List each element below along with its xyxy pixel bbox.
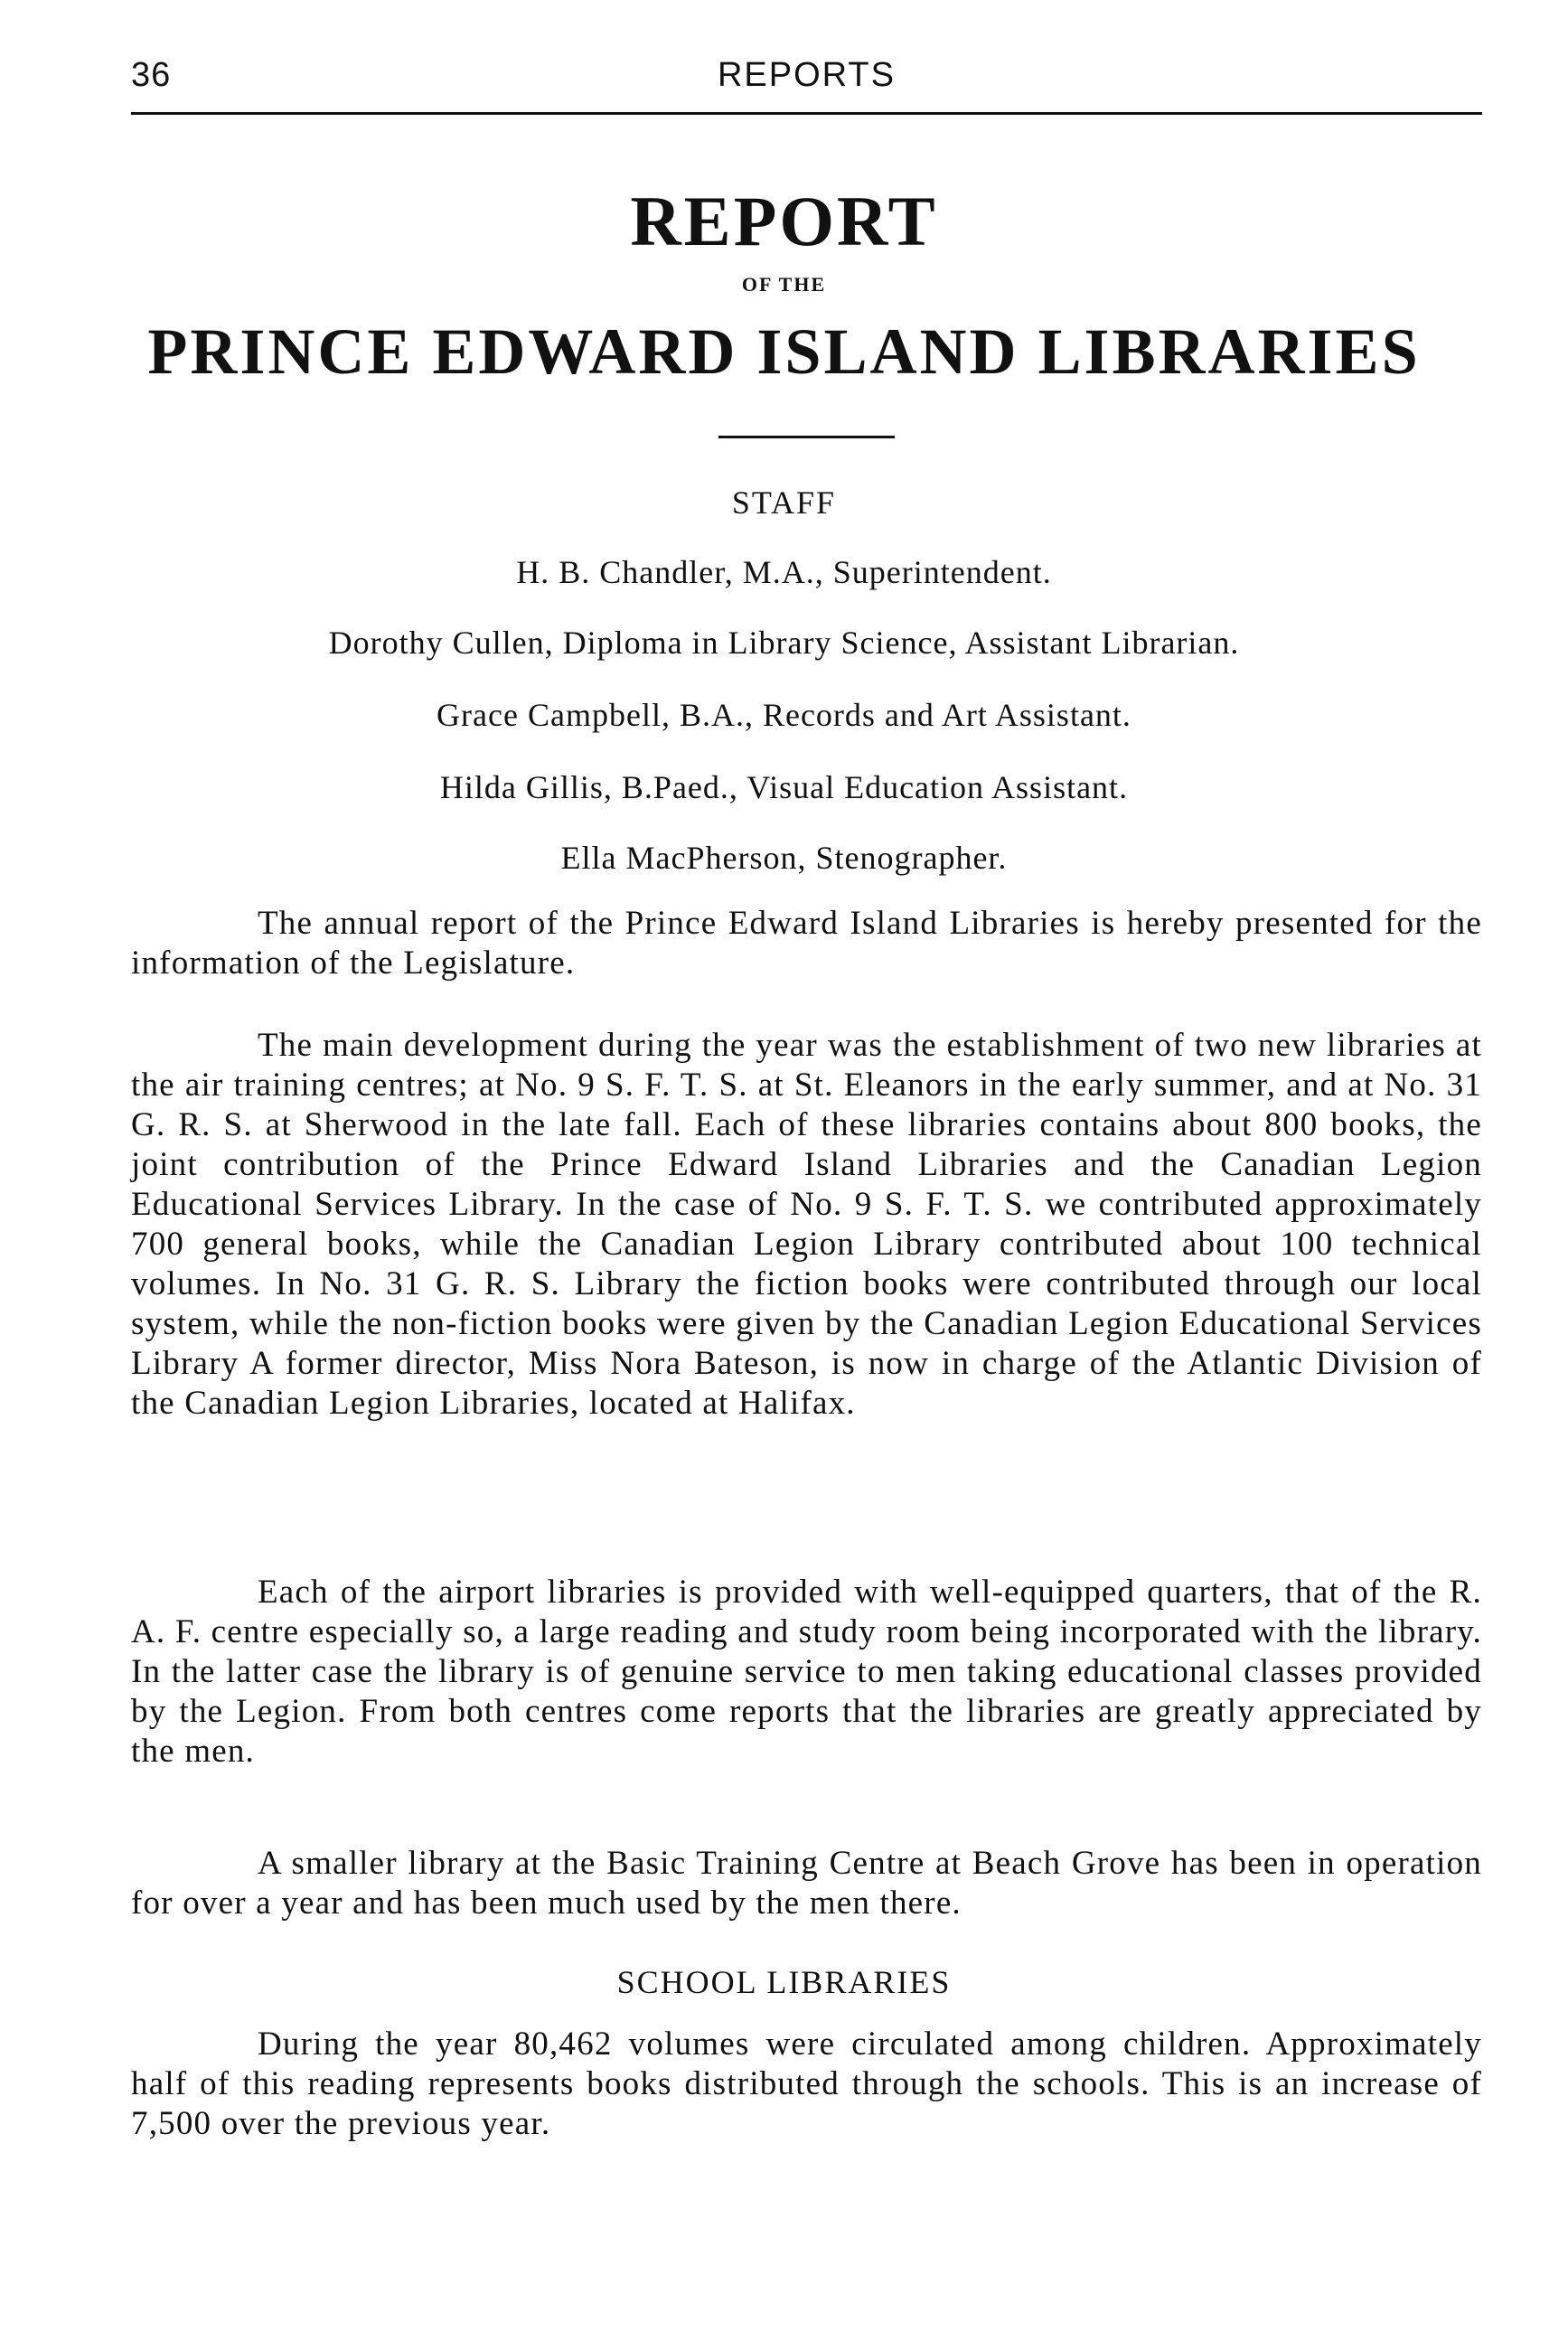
staff-member: Grace Campbell, B.A., Records and Art Assistant. (437, 697, 1131, 733)
staff-heading: STAFF (731, 484, 837, 521)
running-header (131, 56, 1482, 110)
staff-member: Ella MacPherson, Stenographer. (560, 840, 1008, 876)
school-libraries-heading: SCHOOL LIBRARIES (616, 1964, 952, 2000)
intro-paragraph: The annual report of the Prince Edward Island Libraries is hereby presented for the information of the Legislature. (131, 905, 1482, 982)
title-divider (718, 436, 895, 438)
school-libraries-paragraph: During the year 80,462 volumes were circulated among children. Approximately half of this reading represents books distributed through the schools. This is an increase of 7,500 over the previous year. (131, 2026, 1482, 2142)
report-subtitle: PRINCE EDWARD ISLAND LIBRARIES (147, 315, 1421, 388)
report-title: REPORT (630, 182, 938, 260)
staff-member: Dorothy Cullen, Diploma in Library Science, Assistant Librarian. (328, 625, 1240, 661)
page-number: 36 (131, 56, 172, 94)
staff-member: Hilda Gillis, B.Paed., Visual Education Assistant. (439, 769, 1129, 805)
development-paragraph: The main development during the year was the establishment of two new libraries at the air training centres; at No. 9 S. F. T. S. at St. Eleanors in the early summer, and at No. 31 G. R. S. at Sherwood in the late fall. Each of these libraries contains about 800 books, the joint contribution of the Prince Edward Island Libraries and the Canadian Legion Educational Services Library. In the case of No. 9 S. F. T. S. we contributed approximately 700 general books, while the Canadian Legion Library contributed about 100 technical volumes. In No. 31 G. R. S. Library the fiction books were contributed through our local system, while the non-fiction books were given by the Canadian Legion Educational Services Library A former director, Miss Nora Bateson, is now in charge of the Atlantic Division of the Canadian Legion Libraries, located at Halifax. (131, 1027, 1482, 1422)
report-title-of-the: OF THE (741, 273, 827, 296)
airport-libraries-paragraph: Each of the airport libraries is provided with well-equipped quarters, that of the R. A. F. centre especially so, a large reading and study room being incorporated with the library. In the latter case the library is of genuine service to men taking educational classes provided by the Legion. From both centres come reports that the libraries are greatly appreciated by the men. (131, 1574, 1482, 1770)
header-rule (131, 112, 1482, 115)
beach-grove-paragraph: A smaller library at the Basic Training Centre at Beach Grove has been in operation for over a year and has been much used by the men there. (131, 1845, 1482, 1922)
staff-member: H. B. Chandler, M.A., Superintendent. (516, 554, 1052, 590)
running-title: REPORTS (717, 56, 896, 94)
